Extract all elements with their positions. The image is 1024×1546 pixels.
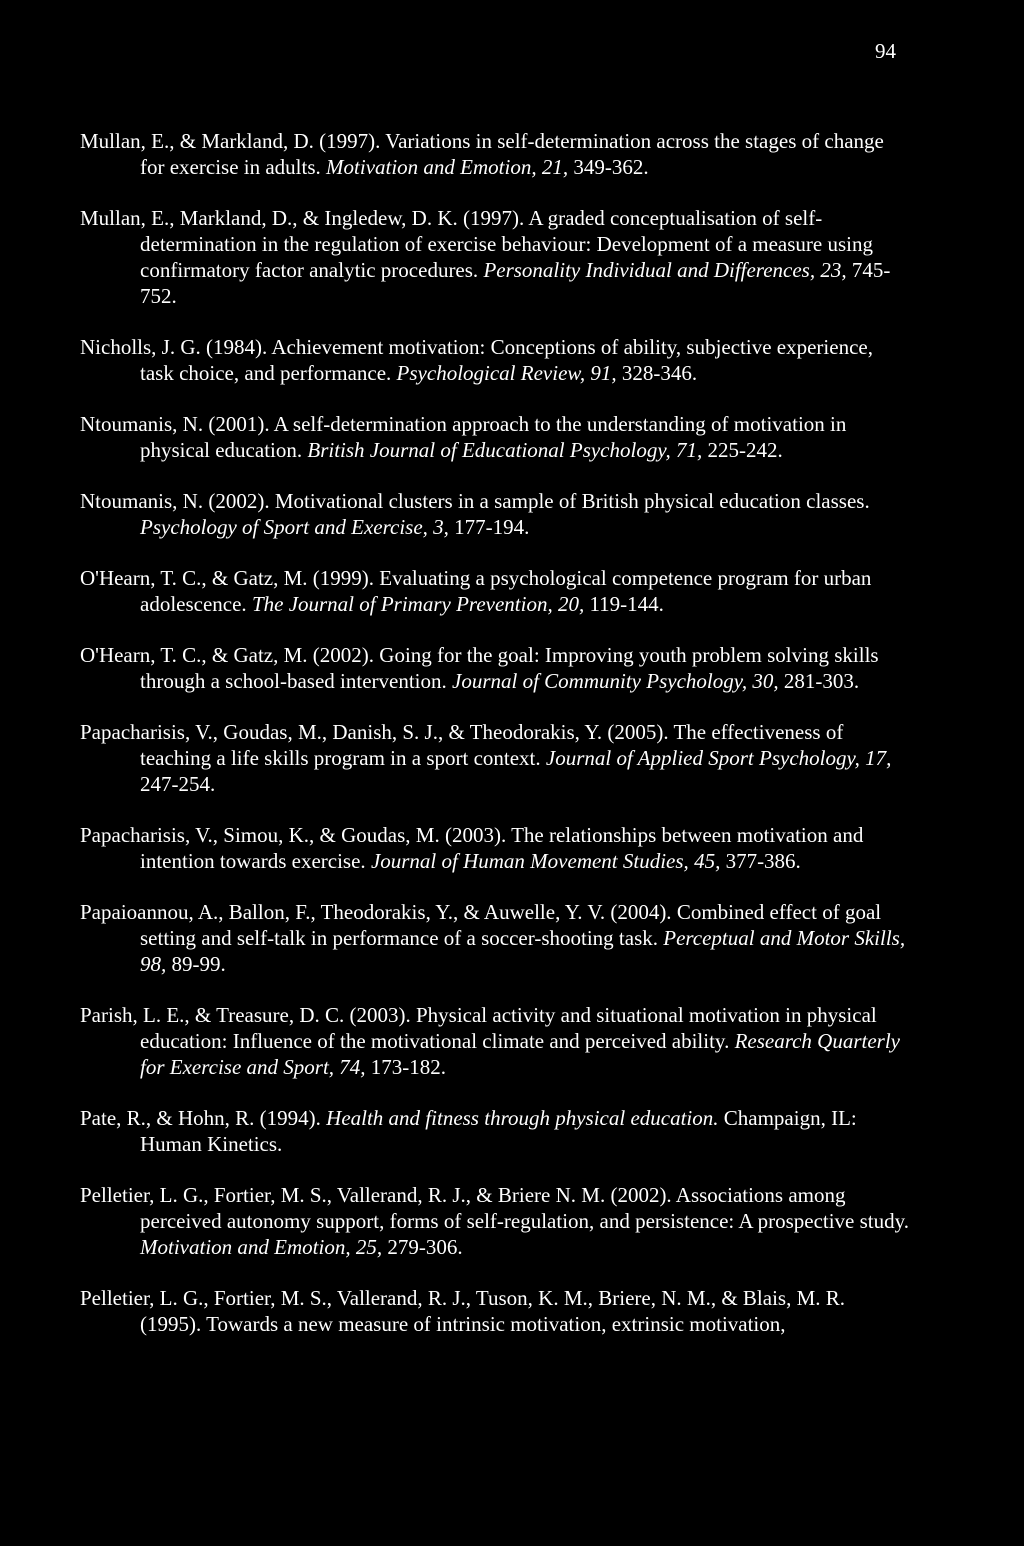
ref-venue: Health and fitness through physical education. xyxy=(326,1106,719,1130)
ref-authors: Mullan, E., & Markland, D. (1997). xyxy=(80,129,381,153)
ref-title: The relationships between motivation and intention towards exercise. xyxy=(140,823,864,873)
ref-authors: Papacharisis, V., Goudas, M., Danish, S. J., & Theodorakis, Y. (2005). xyxy=(80,720,669,744)
ref-authors: Papacharisis, V., Simou, K., & Goudas, M. (2003). xyxy=(80,823,507,847)
reference-entry xyxy=(80,642,910,694)
reference-entry xyxy=(80,1182,910,1260)
ref-venue: Personality Individual and Differences, xyxy=(483,258,816,282)
reference-entry xyxy=(80,334,910,386)
ref-volume: 30, xyxy=(747,669,779,693)
ref-pages: 349-362. xyxy=(568,155,649,179)
ref-title: A self-determination approach to the understanding of motivation in physical education. xyxy=(140,412,847,462)
ref-venue: British Journal of Educational Psychology, xyxy=(307,438,671,462)
ref-authors: Ntoumanis, N. (2001). xyxy=(80,412,270,436)
ref-authors: Parish, L. E., & Treasure, D. C. (2003). xyxy=(80,1003,411,1027)
ref-title: Achievement motivation: Conceptions of ability, subjective experience, task choice, and performance. xyxy=(140,335,873,385)
ref-pages: Champaign, IL: Human Kinetics. xyxy=(140,1106,857,1156)
ref-authors: Papaioannou, A., Ballon, F., Theodorakis, Y., & Auwelle, Y. V. (2004). xyxy=(80,900,672,924)
reference-entry xyxy=(80,488,910,540)
reference-entry xyxy=(80,565,910,617)
ref-pages: 279-306. xyxy=(382,1235,463,1259)
ref-venue: Journal of Applied Sport Psychology, xyxy=(545,746,860,770)
ref-venue: Motivation and Emotion, xyxy=(326,155,537,179)
ref-authors: Pate, R., & Hohn, R. (1994). xyxy=(80,1106,321,1130)
ref-title: A graded conceptualisation of self-determination in the regulation of exercise behaviour: Development of a measure using confirmatory factor analytic procedures. xyxy=(140,206,874,282)
ref-authors: Ntoumanis, N. (2002). xyxy=(80,489,270,513)
reference-entry xyxy=(80,822,910,874)
ref-volume: 23, xyxy=(815,258,847,282)
ref-pages: 745-752. xyxy=(140,258,891,308)
ref-authors: O'Hearn, T. C., & Gatz, M. (1999). xyxy=(80,566,375,590)
ref-pages: 281-303. xyxy=(778,669,860,693)
ref-pages: 89-99. xyxy=(166,952,226,976)
reference-entry xyxy=(80,1105,910,1157)
ref-venue: Psychological Review, xyxy=(396,361,586,385)
ref-volume: 25, xyxy=(350,1235,383,1259)
ref-volume: 74, xyxy=(334,1055,366,1079)
ref-authors: Nicholls, J. G. (1984). xyxy=(80,335,268,359)
ref-volume: 17, xyxy=(859,746,892,770)
ref-volume: 45, xyxy=(688,849,721,873)
ref-title: Physical activity and situational motivation in physical education: Influence of the motivational climate and perceived ability. xyxy=(140,1003,877,1053)
ref-authors: Pelletier, L. G., Fortier, M. S., Vallerand, R. J., & Briere N. M. (2002). xyxy=(80,1183,672,1207)
ref-pages: 225-242. xyxy=(702,438,783,462)
ref-title: Evaluating a psychological competence program for urban adolescence. xyxy=(140,566,872,616)
ref-volume: 21, xyxy=(536,155,569,179)
ref-title: Motivational clusters in a sample of British physical education classes. xyxy=(269,489,870,513)
reference-entry xyxy=(80,1002,910,1080)
ref-pages: 328-346. xyxy=(616,361,698,385)
ref-venue: Research Quarterly for Exercise and Sport, xyxy=(140,1029,901,1079)
ref-pages: 377-386. xyxy=(720,849,801,873)
ref-venue: The Journal of Primary Prevention, xyxy=(251,592,553,616)
ref-pages: 177-194. xyxy=(448,515,530,539)
ref-venue: Journal of Human Movement Studies, xyxy=(370,849,689,873)
ref-authors: Mullan, E., Markland, D., & Ingledew, D. K. (1997). xyxy=(80,206,525,230)
ref-volume: 71, xyxy=(670,438,703,462)
reference-entry xyxy=(80,719,910,797)
ref-venue: Perceptual and Motor Skills, xyxy=(663,926,906,950)
ref-volume: 20, xyxy=(552,592,585,616)
reference-entry xyxy=(80,205,910,309)
ref-authors: O'Hearn, T. C., & Gatz, M. (2002). xyxy=(80,643,375,667)
ref-pages: 119-144. xyxy=(584,592,664,616)
reference-entry xyxy=(80,128,910,180)
reference-list xyxy=(80,128,910,1362)
reference-entry xyxy=(80,411,910,463)
ref-volume: 98, xyxy=(140,952,167,976)
ref-venue: Journal of Community Psychology, xyxy=(452,669,748,693)
ref-title: Towards a new measure of intrinsic motivation, extrinsic motivation, xyxy=(201,1312,786,1336)
reference-entry xyxy=(80,899,910,977)
ref-venue: Motivation and Emotion, xyxy=(140,1235,351,1259)
ref-pages: 173-182. xyxy=(365,1055,447,1079)
ref-title: Going for the goal: Improving youth problem solving skills through a school-based intervention. xyxy=(140,643,879,693)
ref-volume: 91, xyxy=(585,361,617,385)
ref-title: Combined effect of goal setting and self-talk in performance of a soccer-shooting task. xyxy=(140,900,882,950)
ref-pages: 247-254. xyxy=(140,772,216,796)
ref-venue: Psychology of Sport and Exercise, xyxy=(140,515,428,539)
ref-title: Variations in self-determination across the stages of change for exercise in adults. xyxy=(140,129,884,179)
ref-authors: Pelletier, L. G., Fortier, M. S., Vallerand, R. J., Tuson, K. M., Briere, N. M., & Blais, M. R. (1995). xyxy=(80,1286,846,1336)
page-number: 94 xyxy=(875,39,896,63)
ref-title: The effectiveness of teaching a life skills program in a sport context. xyxy=(140,720,844,770)
ref-volume: 3, xyxy=(427,515,449,539)
reference-entry xyxy=(80,1285,910,1337)
ref-title: Associations among perceived autonomy support, forms of self-regulation, and persistence: A prospective study. xyxy=(140,1183,910,1233)
